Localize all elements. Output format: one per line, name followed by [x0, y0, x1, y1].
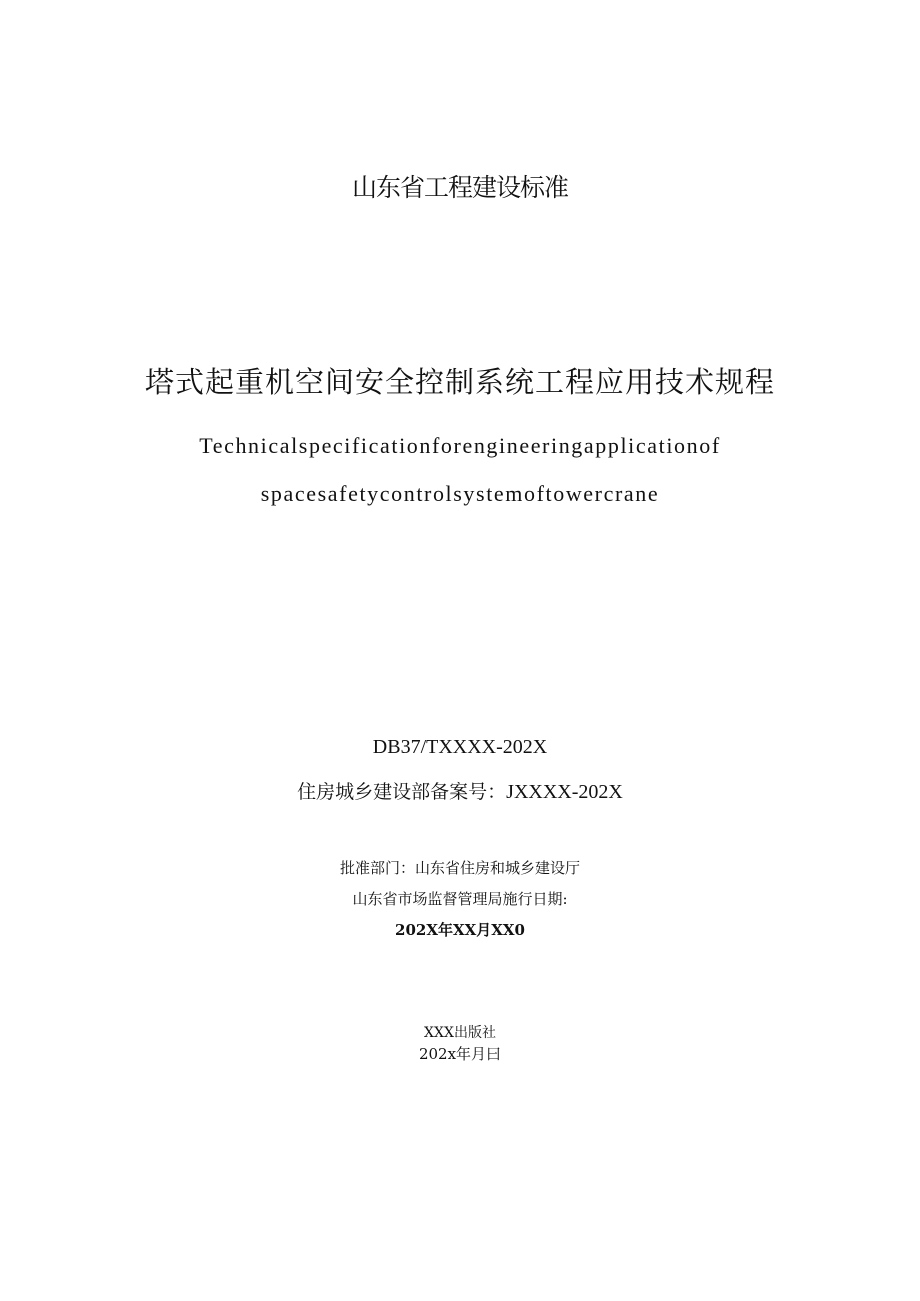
- document-title-english-line-2: spacesafetycontrolsystemoftowercrane: [260, 481, 660, 506]
- market-supervision-line: 山东省市场监督管理局施行日期:: [352, 890, 568, 908]
- publication-date: 202x年月曰: [418, 1045, 502, 1063]
- approval-department: 批准部门：山东省住房和城乡建设厅: [339, 859, 580, 877]
- document-title-english-line-1: Technicalspecificationforengineeringapplicationof: [199, 433, 721, 458]
- filing-label: 住房城乡建设部备案号：: [297, 781, 507, 803]
- document-title-chinese: 塔式起重机空间安全控制系统工程应用技术规程: [144, 365, 775, 399]
- standard-series-heading: 山东省工程建设标准: [351, 173, 568, 202]
- implementation-date: 202X年XX月XX0: [395, 921, 525, 939]
- standard-number: DB37/TXXXX-202X: [372, 736, 548, 758]
- filing-number: JXXXX-202X: [506, 781, 623, 803]
- filing-number-line: [0, 777, 920, 804]
- publisher: XXX出版社: [424, 1025, 496, 1041]
